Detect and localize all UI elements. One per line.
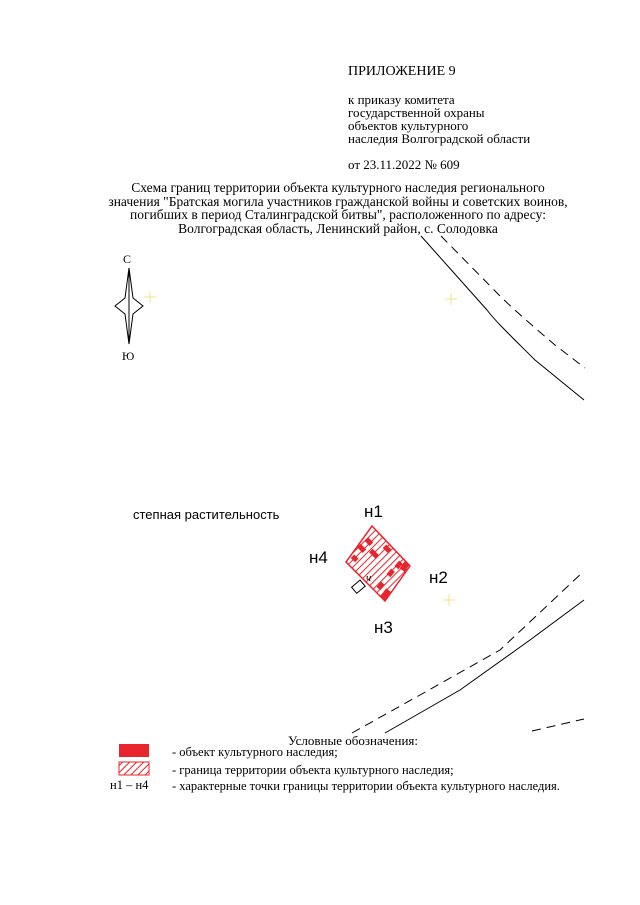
legend-item-points: - характерные точки границы территории объекта культурного наследия. <box>172 779 560 793</box>
compass-north-label: С <box>123 252 132 266</box>
grid-cross <box>445 293 457 305</box>
order-line: к приказу комитета <box>348 92 455 107</box>
road-edge-solid <box>421 236 584 400</box>
compass-rose <box>115 268 143 344</box>
title-line: погибших в период Сталинградской битвы", расположенного по адресу: <box>130 207 546 222</box>
title-line: значения "Братская могила участников гражданской войны и советских воинов, <box>108 193 568 209</box>
heritage-territory <box>346 526 410 602</box>
building-outline <box>352 580 366 593</box>
legend-item-object: - объект культурного наследия; <box>172 745 338 759</box>
road-edge-solid <box>385 600 584 733</box>
point-label-n2: н2 <box>429 568 448 587</box>
legend-title: Условные обозначения: <box>288 733 419 748</box>
order-date: от 23.11.2022 № 609 <box>348 157 460 172</box>
vegetation-label: степная растительность <box>133 507 280 522</box>
legend-symbol-object <box>119 744 149 757</box>
order-line: государственной охраны <box>348 105 485 120</box>
road-upper <box>421 236 585 400</box>
grid-cross <box>443 594 455 606</box>
legend-item-territory: - граница территории объекта культурного наследия; <box>172 763 454 777</box>
order-line: объектов культурного <box>348 118 469 133</box>
order-line: наследия Волгоградской области <box>348 131 531 146</box>
building-mark: ч <box>366 572 372 584</box>
compass-south-label: Ю <box>122 349 135 363</box>
title-line: Волгоградская область, Ленинский район, с. Солодовка <box>178 220 498 236</box>
legend-symbol-territory <box>119 762 149 775</box>
grid-crosses <box>144 291 457 606</box>
point-label-n3: н3 <box>374 618 393 637</box>
point-label-n1: н1 <box>364 502 383 521</box>
grid-cross <box>144 291 156 303</box>
appendix-heading: ПРИЛОЖЕНИЕ 9 <box>348 64 456 79</box>
legend-points-symbol: н1 – н4 <box>110 778 149 792</box>
road-edge-dashed <box>532 719 584 731</box>
road-edge-dashed <box>441 236 585 368</box>
point-label-n4: н4 <box>309 548 328 567</box>
title-line: Схема границ территории объекта культурного наследия регионального <box>131 180 545 195</box>
